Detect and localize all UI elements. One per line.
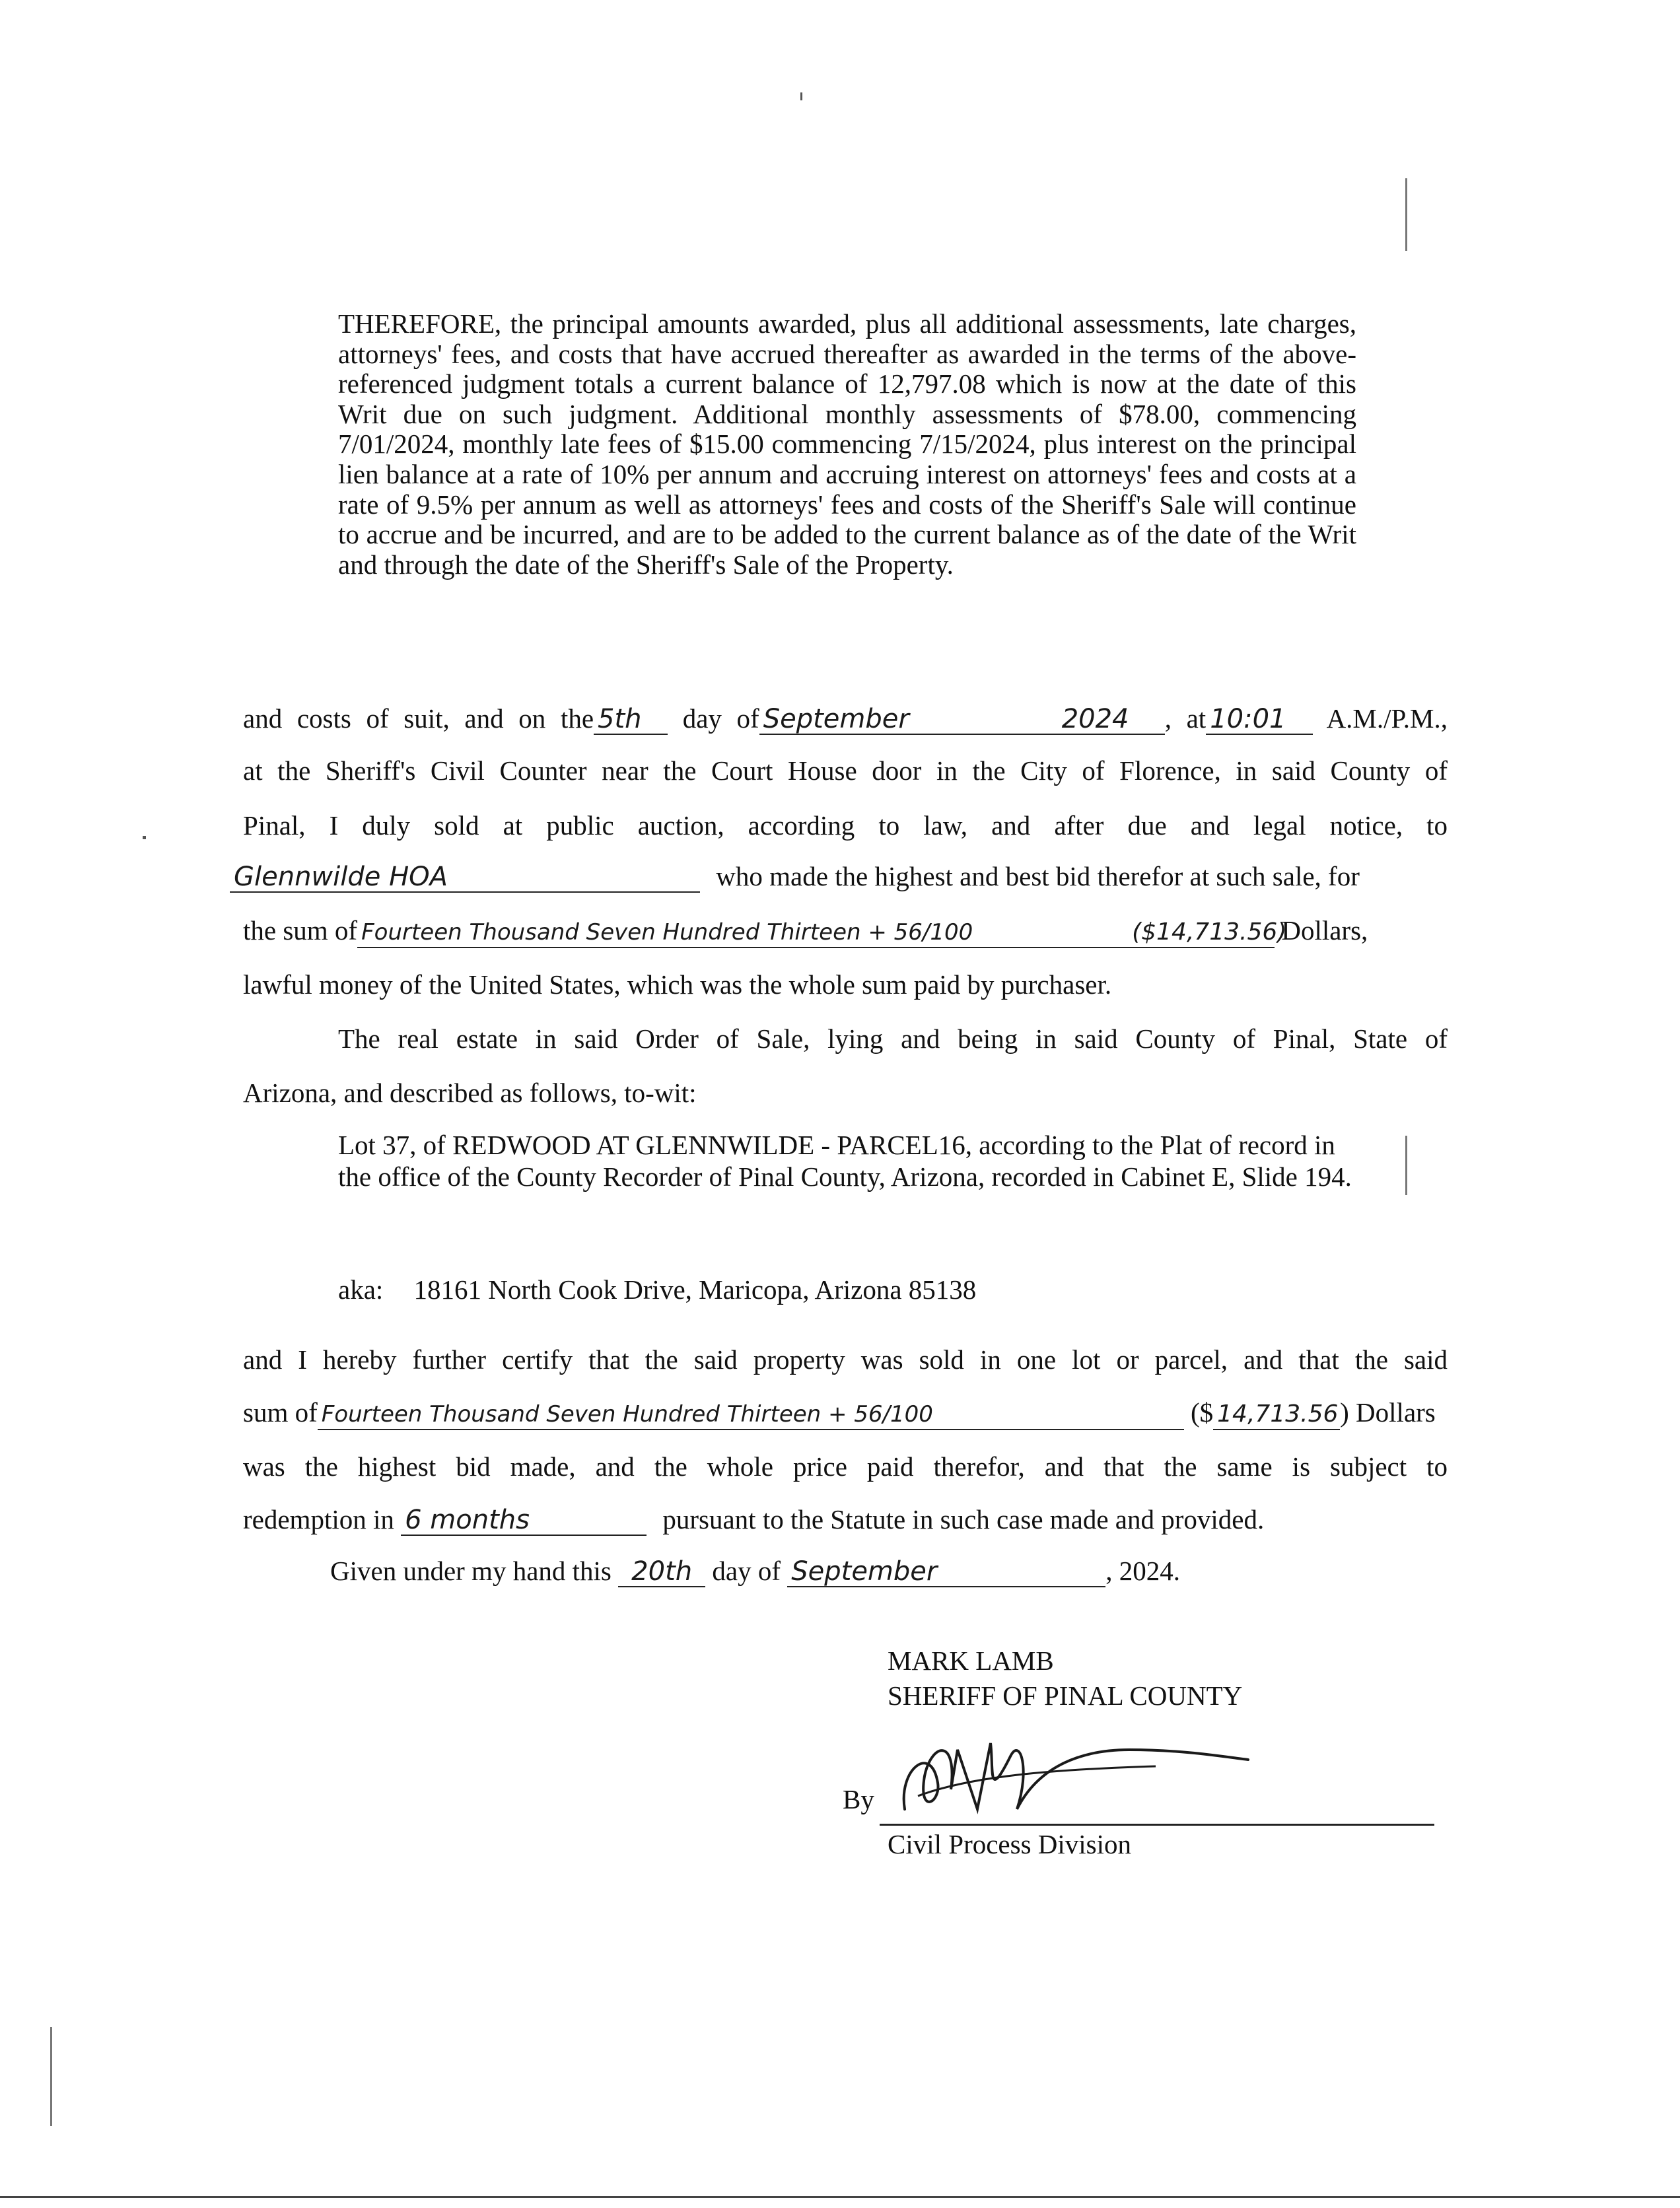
sale-text-2: day of	[682, 703, 759, 734]
sale-sum-number-handwritten: ($14,713.56)	[1128, 918, 1275, 948]
real-estate-line-1: The real estate in said Order of Sale, lying and being in said County of Pinal, State of	[338, 1023, 1448, 1054]
signature-scribble	[878, 1730, 1275, 1829]
given-month-handwritten: September	[787, 1557, 1105, 1587]
sale-line-4-rest: who made the highest and best bid therefor at such sale, for	[716, 861, 1360, 891]
sale-line-3: Pinal, I duly sold at public auction, according to law, and after due and legal notice, to	[243, 810, 1448, 841]
certify-sum-prefix: ($	[1191, 1397, 1214, 1428]
buyer-handwritten: Glennwilde HOA	[230, 862, 700, 893]
given-line	[330, 1554, 1180, 1587]
certify-line-1: and I hereby further certify that the said property was sold in one lot or parcel, and that the said	[243, 1344, 1448, 1375]
certify-line-2-a: sum of	[243, 1397, 318, 1428]
division-label: Civil Process Division	[888, 1829, 1132, 1859]
scan-mark-bottom-line	[0, 2196, 1680, 2198]
signature-line	[880, 1824, 1434, 1826]
certify-line-4	[243, 1503, 1264, 1536]
certify-line-4-b: pursuant to the Statute in such case made and provided.	[662, 1504, 1265, 1535]
sale-text-3: , at	[1164, 703, 1207, 734]
sale-line-6: lawful money of the United States, which was the whole sum paid by purchaser.	[243, 969, 1112, 1000]
certify-sum-words-handwritten: Fourteen Thousand Seven Hundred Thirteen + 56/100	[318, 1400, 1184, 1430]
certify-sum-number-handwritten: 14,713.56	[1213, 1400, 1340, 1430]
certify-line-3: was the highest bid made, and the whole price paid therefor, and that the same is subject to	[243, 1451, 1448, 1482]
redemption-handwritten: 6 months	[401, 1505, 647, 1536]
scan-mark-left	[50, 2027, 52, 2126]
given-text-2: day of	[712, 1556, 781, 1586]
sale-day-handwritten: 5th	[594, 705, 668, 735]
sale-line-4	[230, 860, 1448, 893]
scan-mark-right-2	[1405, 1136, 1407, 1195]
given-text-1: Given under my hand this	[330, 1556, 612, 1586]
therefore-paragraph: THEREFORE, the principal amounts awarded, plus all additional assessments, late charges, attorneys' fees, and costs that have accrued thereafter as awarded in the terms of the above-referenced judgment totals a current balance of 12,797.08 which is now at the date of this Writ due on such judgment. Additional monthly assessments of $78.00, commencing 7/01/2024, monthly late fees of $15.00 commencing 7/15/2024, plus interest on the principal lien balance at a rate of 10% per annum and accruing interest on attorneys' fees and costs at a rate of 9.5% per annum as well as attorneys' fees and costs of the Sheriff's Sale will continue to accrue and be incurred, and are to be added to the current balance as of the date of the Writ and through the date of the Sheriff's Sale of the Property.	[338, 308, 1356, 580]
sale-text-1: and costs of suit, and on the	[243, 703, 594, 734]
sale-line-1	[243, 702, 1448, 735]
certify-line-4-a: redemption in	[243, 1504, 394, 1535]
sheriff-title: SHERIFF OF PINAL COUNTY	[888, 1680, 1243, 1711]
sale-line-5-b: Dollars,	[1281, 915, 1368, 946]
sale-line-5	[243, 914, 1458, 948]
aka-address: 18161 North Cook Drive, Maricopa, Arizona 85138	[413, 1274, 977, 1305]
sale-line-2: at the Sheriff's Civil Counter near the Court House door in the City of Florence, in said County of	[243, 755, 1448, 786]
sheriff-name: MARK LAMB	[888, 1645, 1054, 1676]
certify-line-2	[243, 1396, 1458, 1430]
sale-year-handwritten: 2024	[1058, 705, 1165, 735]
sale-month-handwritten: September	[759, 705, 1058, 735]
given-text-3: , 2024.	[1105, 1556, 1180, 1586]
aka-label: aka:	[338, 1274, 384, 1305]
legal-description-text: Lot 37, of REDWOOD AT GLENNWILDE - PARCEL16, according to the Plat of record in the office of the County Recorder of Pinal County, Arizona, recorded in Cabinet E, Slide 194.	[338, 1130, 1352, 1192]
scan-mark-dot	[143, 836, 146, 839]
aka-line	[338, 1273, 976, 1306]
scan-mark-right-1	[1405, 178, 1407, 251]
by-label: By	[843, 1784, 874, 1814]
legal-description	[338, 1129, 1368, 1192]
scan-mark-top	[800, 92, 802, 100]
certify-line-2-b: ) Dollars	[1340, 1397, 1436, 1428]
sale-text-4: A.M./P.M.,	[1326, 703, 1448, 734]
real-estate-line-2: Arizona, and described as follows, to-wit:	[243, 1078, 697, 1108]
sale-time-handwritten: 10:01	[1206, 705, 1313, 735]
sale-sum-words-handwritten: Fourteen Thousand Seven Hundred Thirteen + 56/100	[357, 918, 1128, 948]
given-day-handwritten: 20th	[618, 1557, 705, 1587]
sale-line-5-a: the sum of	[243, 915, 358, 946]
